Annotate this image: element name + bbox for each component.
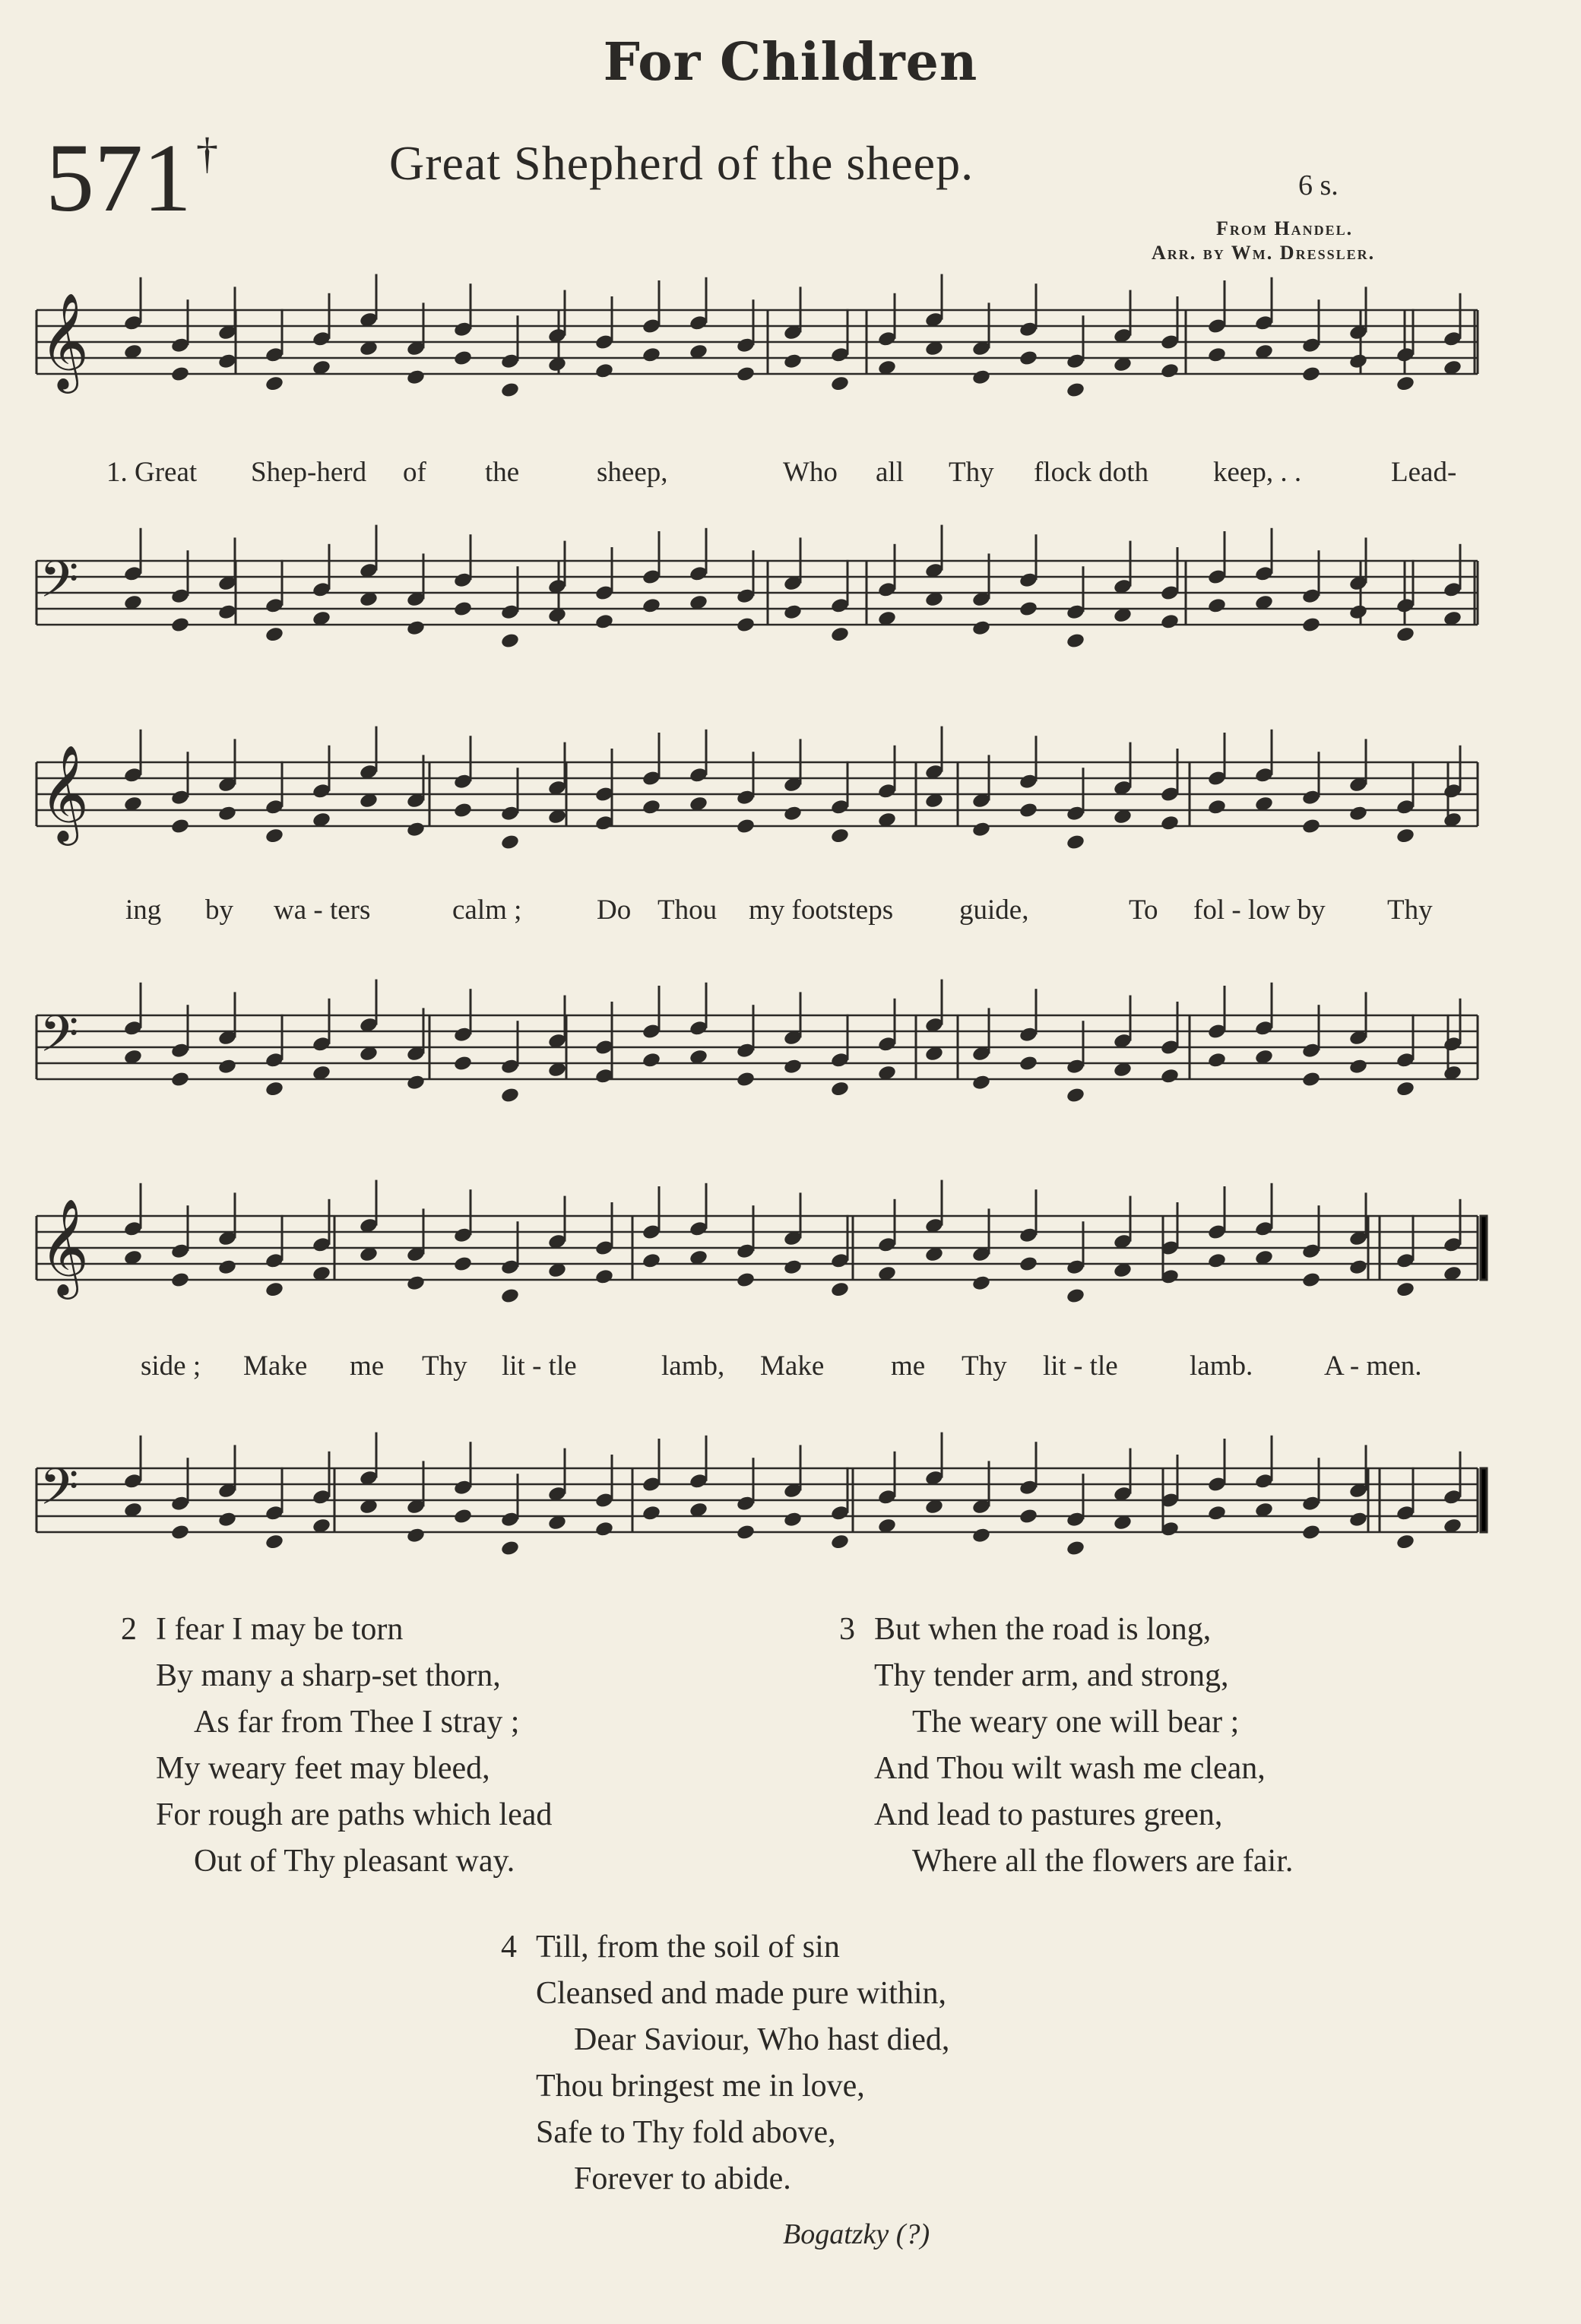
note-head: [406, 1274, 426, 1292]
note-head: [1396, 827, 1415, 844]
note-head: [1160, 363, 1180, 380]
lyrics-system-1: [0, 456, 1581, 494]
note-head: [783, 603, 803, 621]
note-head: [453, 600, 473, 618]
note-head: [642, 1252, 661, 1270]
lyric-syllable: Thy: [422, 1350, 467, 1382]
lyric-syllable: Make: [243, 1350, 308, 1382]
note-head: [736, 1271, 756, 1289]
note-head: [830, 1533, 850, 1550]
note-head: [170, 366, 190, 383]
verse-number: 2: [121, 1612, 137, 1647]
note-head: [500, 632, 520, 650]
note-head: [783, 1511, 803, 1528]
bass-clef: 𝄢: [40, 1005, 79, 1075]
note-head: [500, 1540, 520, 1557]
note-head: [1066, 1087, 1085, 1104]
note-head: [1301, 1071, 1321, 1088]
note-head: [500, 1287, 520, 1305]
note-head: [1207, 799, 1227, 816]
lyric-syllable: all: [876, 457, 904, 488]
note-head: [642, 1052, 661, 1069]
treble-clef: 𝄞: [40, 744, 90, 841]
verse-line: Dear Saviour, Who hast died,: [574, 2022, 950, 2057]
note-head: [1160, 815, 1180, 832]
note-head: [1348, 353, 1368, 370]
lyric-syllable: lit - tle: [1043, 1350, 1118, 1382]
note-head: [830, 827, 850, 844]
lyric-syllable: me: [350, 1350, 385, 1382]
treble-clef: 𝄞: [40, 292, 90, 389]
note-head: [1396, 625, 1415, 643]
note-head: [170, 818, 190, 835]
note-head: [830, 625, 850, 643]
verse-4: [501, 1924, 950, 2202]
note-head: [830, 375, 850, 392]
note-head: [1348, 1511, 1368, 1528]
note-head: [406, 821, 426, 838]
note-head: [453, 1055, 473, 1072]
bass-clef: 𝄢: [40, 550, 79, 621]
note-head: [1207, 347, 1227, 364]
note-head: [217, 1259, 237, 1276]
note-head: [1207, 1052, 1227, 1069]
lyric-syllable: Make: [760, 1350, 825, 1382]
note-head: [1019, 1255, 1038, 1273]
note-head: [971, 1274, 991, 1292]
hymn-title: Great Shepherd of the sheep.: [389, 136, 974, 190]
verse-2: [121, 1607, 553, 1885]
verse-line: Thy tender arm, and strong,: [874, 1658, 1229, 1693]
note-head: [1019, 350, 1038, 367]
note-head: [453, 350, 473, 367]
note-head: [265, 1533, 284, 1550]
lyric-syllable: Thou: [657, 894, 718, 926]
note-head: [265, 1080, 284, 1097]
verse-3: [839, 1607, 1294, 1885]
note-head: [1066, 834, 1085, 851]
hymn-dagger-mark: †: [196, 128, 218, 178]
lyric-syllable: keep, . .: [1213, 457, 1302, 488]
note-head: [217, 603, 237, 621]
verse-line: And Thou wilt wash me clean,: [874, 1751, 1266, 1786]
note-head: [170, 1071, 190, 1088]
verse-line: My weary feet may bleed,: [156, 1751, 490, 1786]
note-head: [170, 616, 190, 634]
verse-line: Where all the flowers are fair.: [912, 1844, 1294, 1879]
lyric-syllable: flock doth: [1034, 457, 1149, 488]
note-head: [642, 347, 661, 364]
note-head: [971, 1527, 991, 1544]
note-head: [1348, 1259, 1368, 1276]
note-head: [500, 1087, 520, 1104]
final-barline: [1481, 1468, 1487, 1532]
note-head: [1207, 1252, 1227, 1270]
verse-line: But when the road is long,: [874, 1612, 1212, 1647]
note-head: [170, 1524, 190, 1541]
note-head: [1301, 1524, 1321, 1541]
note-head: [265, 375, 284, 392]
lyric-syllable: side ;: [141, 1350, 201, 1382]
lyric-syllable: lamb,: [661, 1350, 725, 1382]
note-head: [265, 827, 284, 844]
note-head: [971, 369, 991, 386]
note-head: [1348, 1058, 1368, 1075]
note-head: [783, 1259, 803, 1276]
composer-credit: From Handel.: [1216, 217, 1354, 239]
note-head: [453, 1255, 473, 1273]
note-head: [1396, 1281, 1415, 1298]
note-head: [1066, 632, 1085, 650]
note-head: [1019, 1508, 1038, 1525]
note-head: [971, 1074, 991, 1091]
lyric-syllable: of: [403, 457, 426, 488]
note-head: [1160, 613, 1180, 631]
verse-line: Cleansed and made pure within,: [536, 1976, 947, 2011]
lyric-syllable: Shep-herd: [251, 457, 367, 488]
verse-line: Forever to abide.: [574, 2161, 791, 2196]
lyric-syllable: Thy: [1387, 894, 1433, 926]
note-head: [736, 366, 756, 383]
verse-line: Out of Thy pleasant way.: [194, 1844, 515, 1879]
lyric-syllable: wa - ters: [274, 894, 371, 926]
lyric-syllable: the: [485, 457, 520, 488]
verse-number: 3: [839, 1612, 855, 1647]
note-head: [971, 821, 991, 838]
note-head: [1207, 1505, 1227, 1522]
verse-line: I fear I may be torn: [156, 1612, 404, 1647]
lyric-syllable: Thy: [962, 1350, 1007, 1382]
lyrics-system-3: [0, 1350, 1581, 1388]
note-head: [1396, 1080, 1415, 1097]
note-head: [453, 1508, 473, 1525]
note-head: [1396, 375, 1415, 392]
note-head: [594, 1521, 614, 1538]
section-title: For Children: [603, 32, 978, 93]
lyric-syllable: lamb.: [1190, 1350, 1253, 1382]
treble-clef: 𝄞: [40, 1198, 90, 1295]
note-head: [500, 834, 520, 851]
lyric-syllable: ing: [125, 894, 162, 926]
arranger-credit: Arr. by Wm. Dressler.: [1152, 242, 1376, 264]
author-attribution: Bogatzky (?): [783, 2218, 930, 2250]
note-head: [783, 353, 803, 370]
note-head: [1019, 802, 1038, 819]
note-head: [1396, 1533, 1415, 1550]
lyric-syllable: 1. Great: [106, 457, 198, 488]
lyric-syllable: sheep,: [597, 457, 668, 488]
note-head: [453, 802, 473, 819]
note-head: [1066, 1540, 1085, 1557]
lyric-syllable: A - men.: [1324, 1350, 1422, 1382]
verse-line: The weary one will bear ;: [912, 1705, 1240, 1740]
verse-line: As far from Thee I stray ;: [194, 1705, 520, 1740]
note-head: [1066, 382, 1085, 399]
note-head: [783, 1058, 803, 1075]
note-head: [736, 1071, 756, 1088]
final-barline: [1481, 1216, 1487, 1280]
bass-clef: 𝄢: [40, 1458, 79, 1528]
note-head: [1301, 818, 1321, 835]
lyric-syllable: my footsteps: [749, 894, 894, 926]
lyric-syllable: fol - low by: [1193, 894, 1326, 926]
verse-line: By many a sharp-set thorn,: [156, 1658, 501, 1693]
note-head: [1207, 597, 1227, 615]
note-head: [406, 369, 426, 386]
verse-line: Safe to Thy fold above,: [536, 2115, 836, 2150]
lyric-syllable: calm ;: [452, 894, 522, 926]
note-head: [1160, 1068, 1180, 1085]
note-head: [830, 1080, 850, 1097]
note-head: [500, 382, 520, 399]
lyric-syllable: Lead-: [1391, 457, 1457, 488]
lyric-syllable: by: [205, 894, 233, 926]
lyric-syllable: Who: [783, 457, 838, 488]
lyric-syllable: Do: [597, 894, 632, 926]
note-head: [1019, 1055, 1038, 1072]
note-head: [1066, 1287, 1085, 1305]
note-head: [1301, 616, 1321, 634]
note-head: [736, 1524, 756, 1541]
meter: 6 s.: [1298, 169, 1339, 201]
note-head: [406, 619, 426, 637]
lyric-syllable: To: [1129, 894, 1158, 926]
verse-line: Till, from the soil of sin: [536, 1930, 840, 1965]
note-head: [642, 799, 661, 816]
lyrics-system-2: [0, 894, 1581, 932]
lyric-syllable: me: [891, 1350, 926, 1382]
note-head: [217, 1511, 237, 1528]
note-head: [594, 1268, 614, 1286]
lyric-syllable: Thy: [949, 457, 994, 488]
note-head: [265, 1281, 284, 1298]
note-head: [265, 625, 284, 643]
note-head: [971, 619, 991, 637]
note-head: [217, 1058, 237, 1075]
note-head: [594, 613, 614, 631]
note-head: [642, 597, 661, 615]
verse-line: For rough are paths which lead: [156, 1797, 553, 1832]
note-head: [642, 1505, 661, 1522]
note-head: [217, 353, 237, 370]
verse-number: 4: [501, 1930, 517, 1965]
note-head: [783, 805, 803, 822]
note-head: [736, 616, 756, 634]
verse-line: Thou bringest me in love,: [536, 2069, 865, 2104]
verse-line: And lead to pastures green,: [874, 1797, 1223, 1832]
lyric-syllable: guide,: [959, 894, 1029, 926]
note-head: [1348, 805, 1368, 822]
note-head: [736, 818, 756, 835]
note-head: [830, 1281, 850, 1298]
note-head: [594, 363, 614, 380]
note-head: [1301, 1271, 1321, 1289]
hymn-number: 571: [46, 124, 192, 232]
note-head: [1301, 366, 1321, 383]
note-head: [170, 1271, 190, 1289]
lyric-syllable: lit - tle: [502, 1350, 577, 1382]
note-head: [217, 805, 237, 822]
note-head: [1348, 603, 1368, 621]
note-head: [1019, 600, 1038, 618]
note-head: [406, 1074, 426, 1091]
note-head: [406, 1527, 426, 1544]
